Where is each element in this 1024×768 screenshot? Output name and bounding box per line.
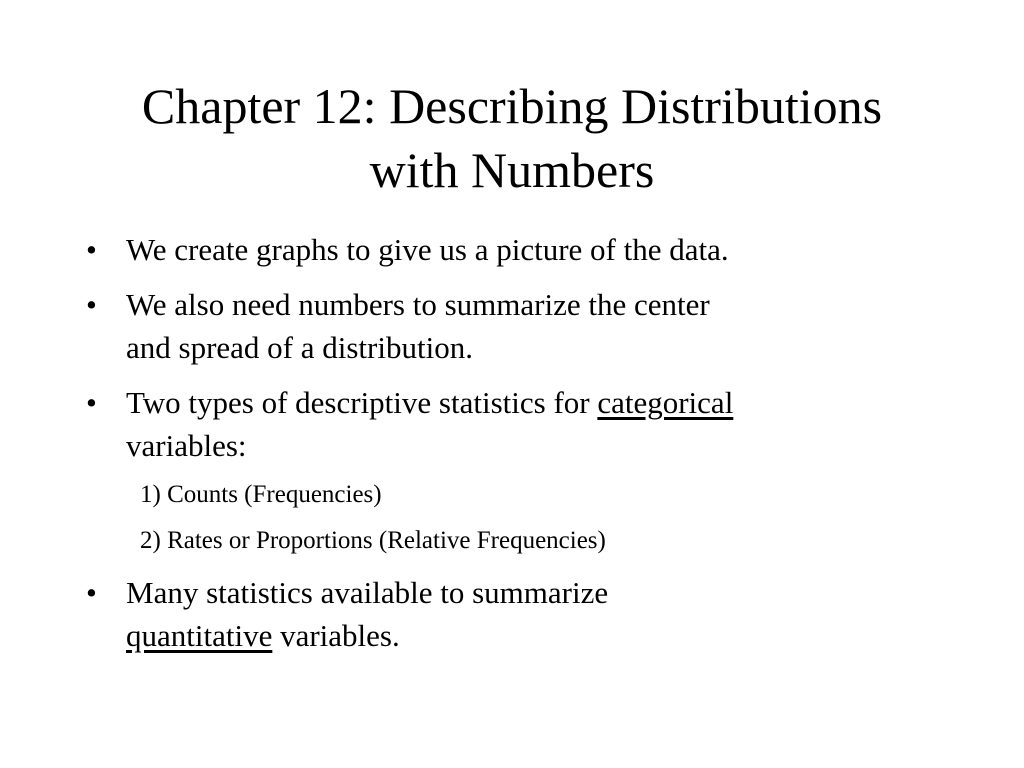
bullet-text (126, 381, 984, 424)
bullet-list (0, 228, 1024, 669)
bullet-text-suffix: variables. (272, 618, 400, 653)
bullet-text-continued (126, 614, 984, 657)
bullet-dot: • (86, 385, 97, 420)
title-line-2: with Numbers (369, 142, 655, 198)
bullet-text: We create graphs to give us a picture of the data. (126, 232, 729, 267)
subitem-counts: 1) Counts (Frequencies) (140, 481, 382, 508)
bullet-text-prefix: Two types of descriptive statistics for (126, 385, 598, 420)
bullet-graphs (0, 228, 1024, 271)
bullet-numbers (0, 283, 1024, 369)
subitem-rates: 2) Rates or Proportions (Relative Frequencies) (140, 527, 606, 554)
underlined-term-quantitative: quantitative (126, 618, 273, 653)
slide-title (40, 74, 984, 202)
bullet-categorical (0, 381, 1024, 467)
bullet-dot: • (86, 287, 97, 322)
bullet-quantitative (0, 571, 1024, 657)
bullet-text: Many statistics available to summarize (126, 575, 609, 610)
bullet-text: We also need numbers to summarize the center (126, 287, 710, 322)
bullet-text-continued: variables: (126, 428, 247, 463)
underlined-term-categorical: categorical (597, 385, 734, 420)
bullet-dot: • (86, 575, 97, 610)
title-line-1: Chapter 12: Describing Distributions (141, 78, 883, 134)
bullet-dot: • (86, 232, 97, 267)
bullet-text-continued: and spread of a distribution. (126, 330, 473, 365)
